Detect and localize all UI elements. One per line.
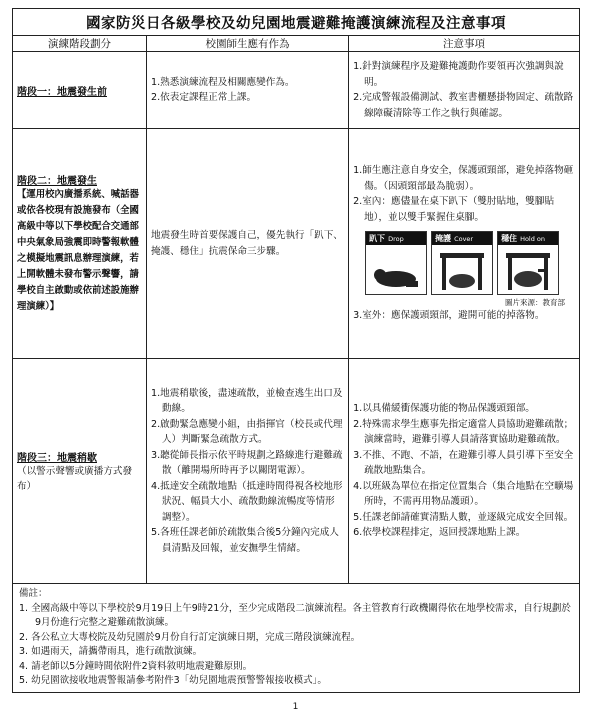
stage1-actions (147, 52, 349, 129)
stage1-notes (349, 52, 580, 129)
cover-label: 掩護 (435, 234, 452, 244)
page-number: 1 (292, 702, 299, 712)
stage1-row (13, 52, 580, 129)
stage3-actions (147, 359, 349, 584)
stage2-description: 【運用校內廣播系統、喊話器或依各校現有設施發布（全國高級中等以下學校配合交通部中央氣象局強震即時警報軟體之模擬地震訊息辦理演練，若上開軟體未發布警示聲響，請學校自主啟動或依前述設施辦理演練）】 (17, 189, 139, 312)
remarks-row (13, 584, 580, 693)
remark-item: 5. 幼兒園欲接收地震警報請參考附件3「幼兒園地震預警警報接收模式」。 (19, 675, 327, 686)
drop-label-en: Drop (388, 235, 404, 244)
stage3-title: 階段三：地震稍歇 (17, 452, 97, 464)
stage3-notes (349, 359, 580, 584)
stage1-cell (13, 52, 147, 129)
stage3-note: 6.依學校課程排定，返回授課地點上課。 (353, 527, 526, 539)
stage1-note: 1.針對演練程序及避難掩護動作要領再次強調與說明。 (353, 61, 564, 88)
stage3-note: 5.任課老師請確實清點人數，並逐級完成安全回報。 (353, 511, 574, 523)
stage3-action: 2.啟動緊急應變小組，由指揮官（校長或代理人）判斷緊急疏散方式。 (151, 418, 343, 446)
hold-label-en: Hold on (520, 235, 546, 244)
image-credit: 圖片來源：教育部 (505, 298, 565, 308)
cover-label-en: Cover (454, 235, 474, 244)
stage2-cell (13, 129, 147, 359)
stage2-row (13, 129, 580, 359)
cover-figure-icon (432, 245, 492, 294)
stage3-action: 1.地震稍歇後，盡速疏散，並檢查逃生出口及動線。 (151, 387, 343, 415)
remarks-label: 備註： (19, 588, 48, 599)
stage3-description: （以警示聲響或廣播方式發布） (17, 465, 133, 492)
stage2-note: 3.室外：應保護頭頸部，避開可能的掉落物。 (353, 310, 545, 322)
stage2-action: 地震發生時首要保護自己，優先執行「趴下、掩護、穩住」抗震保命三步驟。 (151, 230, 343, 257)
header-notes: 注意事項 (349, 36, 580, 52)
stage1-note: 2.完成警報設備測試、教室書櫃懸掛物固定、疏散路線障礙清除等工作之執行與確認。 (353, 92, 574, 119)
stage3-cell (13, 359, 147, 584)
header-stage: 演練階段劃分 (13, 36, 147, 52)
stage2-actions (147, 129, 349, 359)
stage3-row (13, 359, 580, 584)
stage3-action: 3.聽從師長指示依平時規劃之路線進行避難疏散（離開場所時再予以關閉電源）。 (151, 449, 343, 477)
stage3-action: 5.各班任課老師於疏散集合後5分鐘內完成人員清點及回報，並安撫學生情緒。 (151, 527, 339, 554)
remark-item: 1. 全國高級中等以下學校於9月19日上午9時21分，至少完成階段二演練流程。各主管教育行政機關得依在地學校需求，自行規劃於9月份進行完整之避難疏散演練。 (19, 602, 571, 628)
document-title: 國家防災日各級學校及幼兒園地震避難掩護演練流程及注意事項 (13, 9, 580, 36)
remarks-cell (13, 584, 580, 693)
remark-item: 4. 請老師以5分鐘時間依附件2資料敘明地震避難原則。 (19, 660, 253, 672)
stage1-title: 階段一：地震發生前 (17, 86, 107, 98)
hold-on-figure-icon (498, 245, 558, 294)
stage3-note: 1.以具備緩衝保護功能的物品保護頭頸部。 (353, 403, 535, 415)
hold-on-panel (497, 231, 559, 295)
header-actions: 校園師生應有作為 (147, 36, 349, 52)
stage2-notes (349, 129, 580, 359)
drop-cover-hold-illustration (365, 231, 575, 295)
stage3-note: 4.以班級為單位在指定位置集合（集合地點在空曠場所時，不需再用物品護頭）。 (353, 480, 574, 508)
drill-table (12, 8, 580, 693)
stage3-action: 4.抵達安全疏散地點（抵達時間得視各校地形狀況、幅員大小、疏散動線流暢度等情形調整）。 (151, 480, 343, 523)
stage3-note: 2.特殊需求學生應事先指定適當人員協助避難疏散；演練當時，避難引導人員請落實協助避難疏散。 (353, 418, 574, 446)
drop-figure-icon (366, 245, 426, 294)
remark-item: 2. 各公私立大專校院及幼兒園於9月份自行訂定演練日期，完成三階段演練流程。 (19, 631, 361, 643)
stage2-title: 階段二：地震發生 (17, 176, 97, 187)
cover-panel (431, 231, 493, 295)
stage2-note: 1.師生應注意自身安全，保護頭頸部，避免掉落物砸傷。（因頭頸部最為脆弱）。 (353, 165, 574, 192)
stage1-action: 2.依表定課程正常上課。 (151, 92, 257, 103)
stage2-note: 2.室內：應儘量在桌下趴下（雙肘貼地，雙腳貼地），並以雙手緊握住桌腳。 (353, 196, 555, 223)
drop-panel (365, 231, 427, 295)
stage3-note: 3.不推、不跑、不語，在避難引導人員引導下至安全疏散地點集合。 (353, 449, 574, 477)
drop-label: 趴下 (369, 234, 386, 244)
document-page (12, 8, 580, 693)
stage1-action: 1.熟悉演練流程及相關應變作為。 (151, 76, 295, 88)
remark-item: 3. 如遇雨天，請攜帶雨具，進行疏散演練。 (19, 646, 203, 657)
hold-label: 穩住 (501, 234, 518, 244)
